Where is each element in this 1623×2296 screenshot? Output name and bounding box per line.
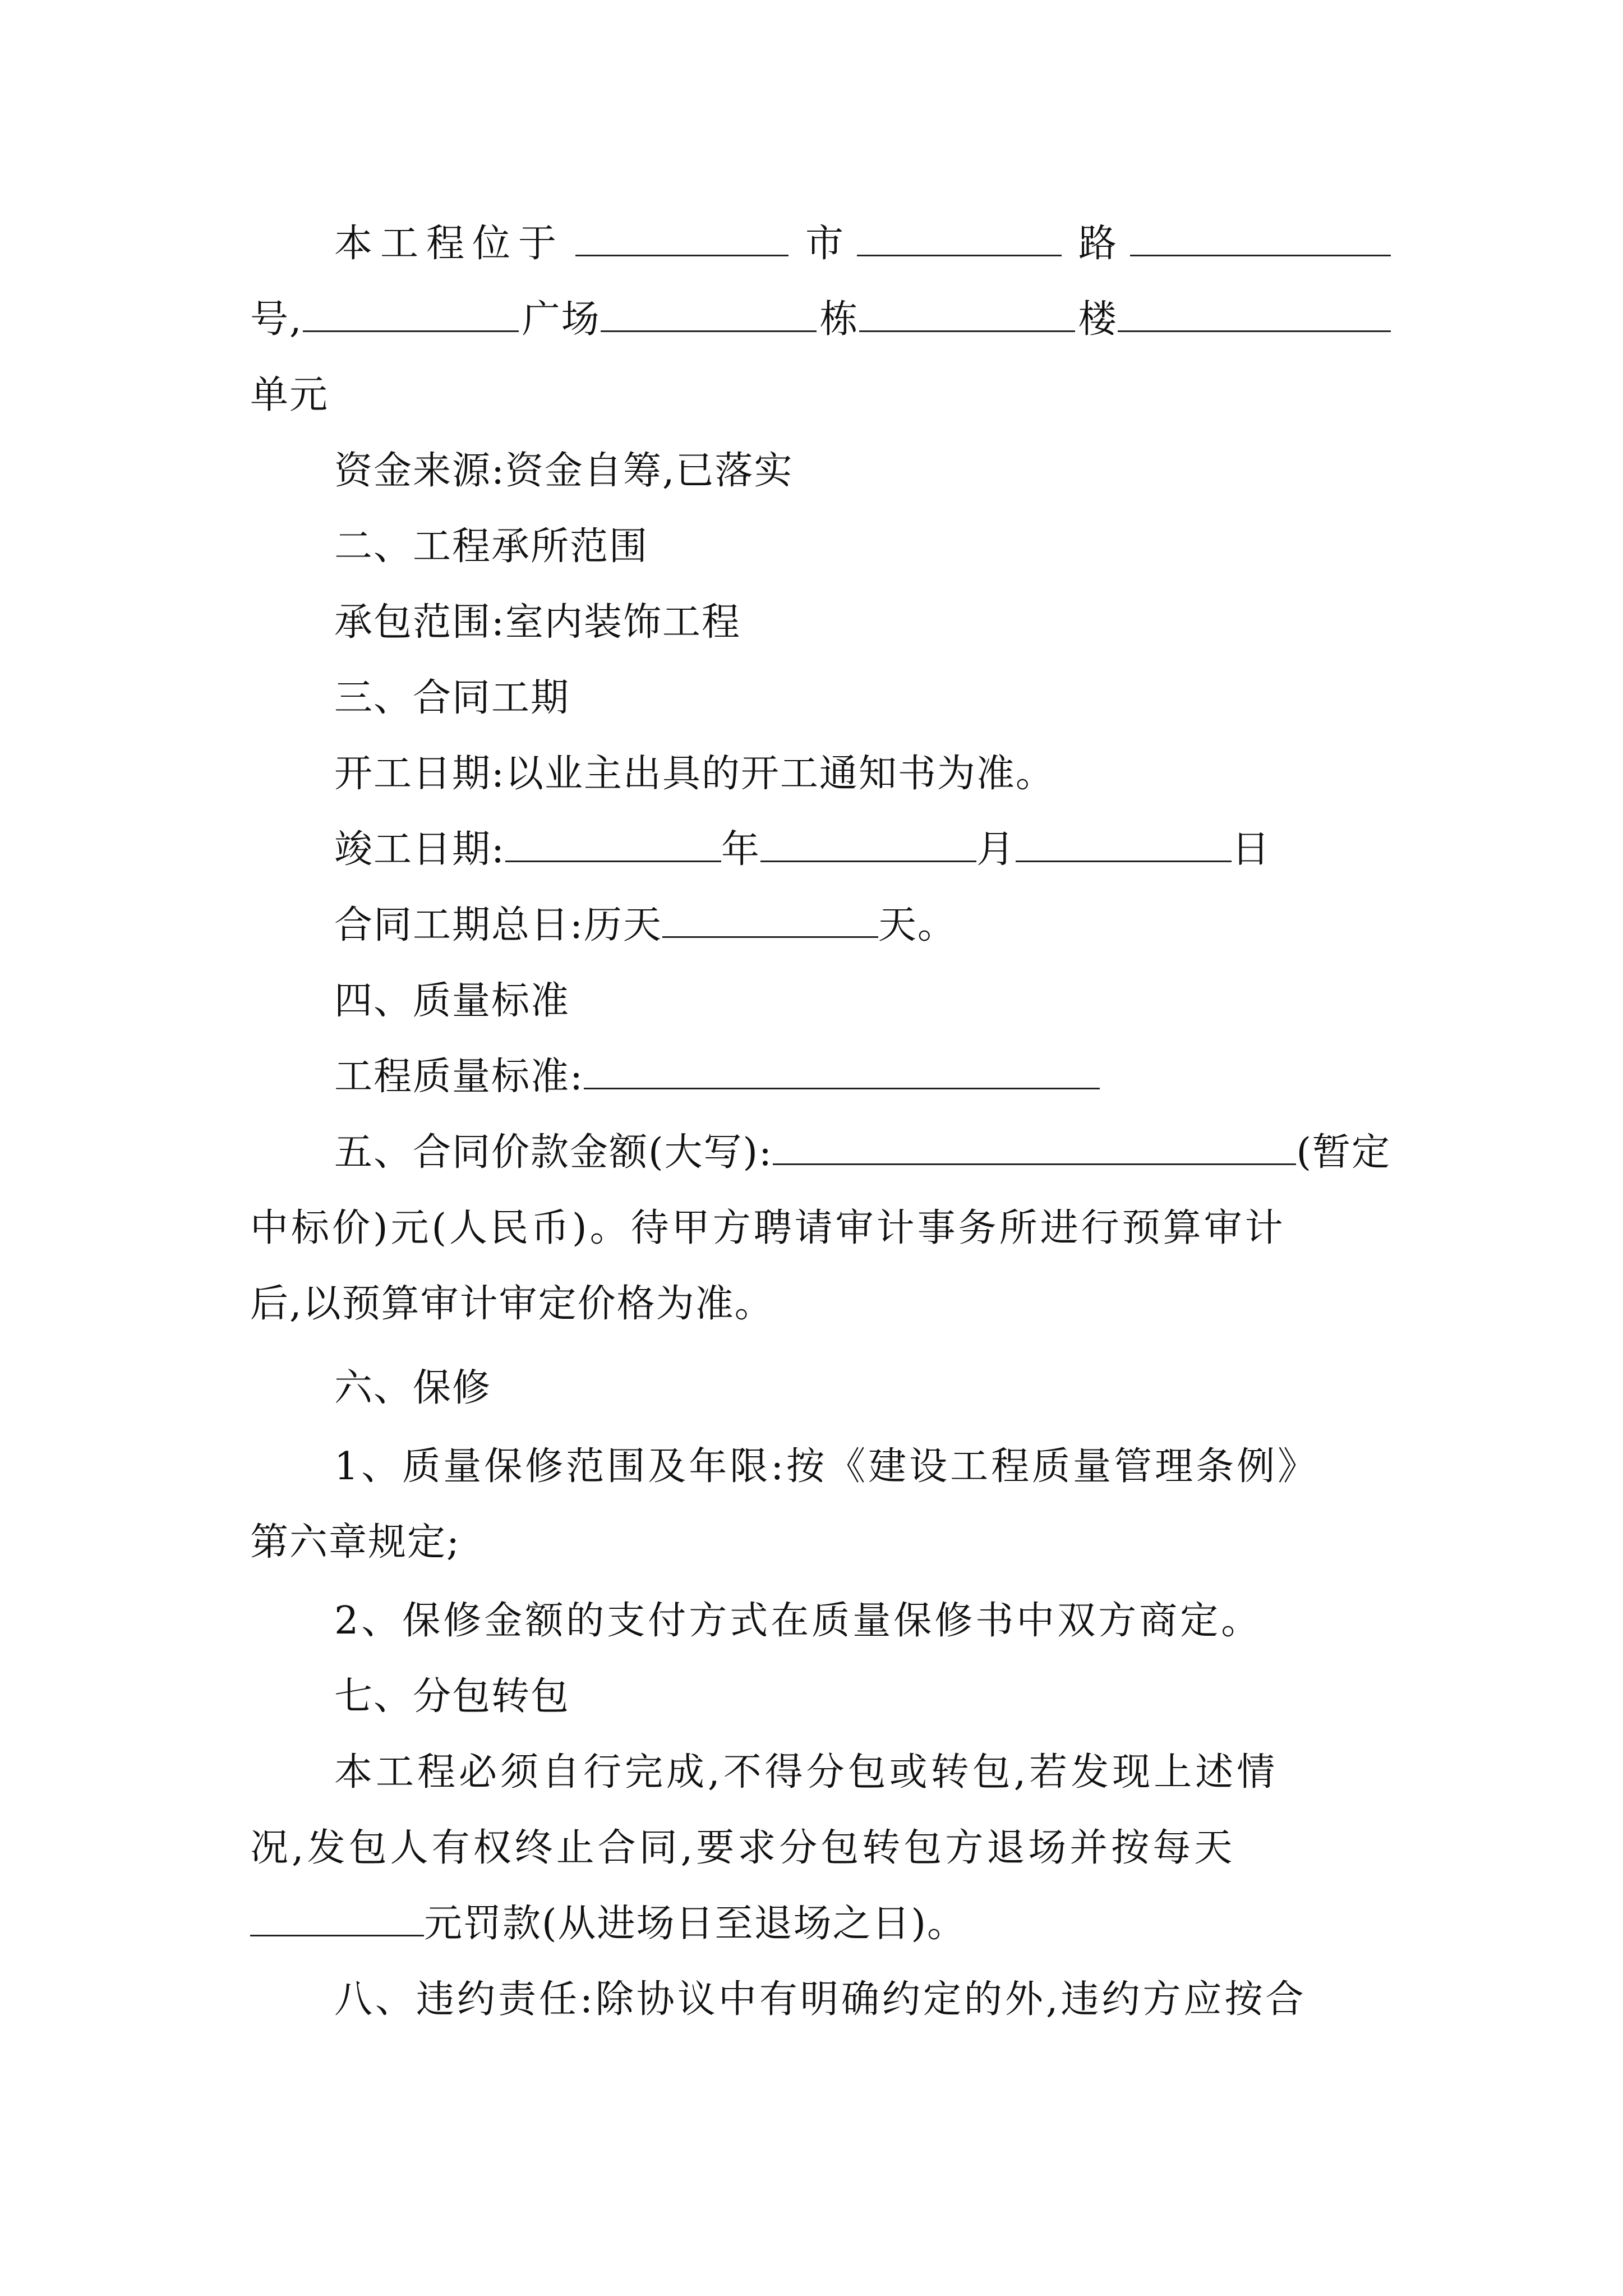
blank-quality-standard — [584, 1053, 1100, 1089]
section-8-line-1-text: 八、违约责任:除协议中有明确约定的外,违约方应按合 — [334, 1977, 1307, 2022]
month-label: 月 — [976, 827, 1016, 872]
location-line-1 — [250, 216, 1391, 272]
blank-penalty — [250, 1900, 424, 1936]
price-label: 五、合同价款金额(大写): — [334, 1130, 773, 1175]
subcontract-line-3-text: 元罚款(从进场日至退场之日)。 — [424, 1902, 967, 1946]
quality-standard-line — [250, 1049, 1391, 1105]
year-label: 年 — [721, 827, 760, 872]
warranty-item-1-line-1 — [250, 1439, 1391, 1495]
price-suffix: (暂定 — [1296, 1130, 1391, 1175]
section-3-title — [250, 670, 1391, 726]
start-date-line — [250, 746, 1391, 802]
warranty-item-2-text: 2、保修金额的支付方式在质量保修书中双方商定。 — [334, 1599, 1262, 1643]
total-duration-line — [250, 898, 1391, 954]
subcontract-line-2-text: 况,发包人有权终止合同,要求分包转包方退场并按每天 — [250, 1826, 1236, 1870]
price-line-3-text: 后,以预算审计审定价格为准。 — [250, 1282, 774, 1326]
location-unit: 单元 — [250, 373, 329, 417]
end-date-label: 竣工日期: — [334, 827, 505, 872]
blank-floor — [859, 296, 1075, 332]
day-label: 日 — [1231, 827, 1271, 872]
location-road: 路 — [1078, 222, 1125, 266]
section-3-title-text: 三、合同工期 — [334, 676, 570, 720]
blank-unit — [1118, 296, 1391, 332]
blank-number — [1130, 220, 1391, 256]
warranty-item-1-text-2: 第六章规定; — [250, 1520, 460, 1565]
warranty-item-1-line-2 — [250, 1515, 1391, 1571]
location-line-2 — [250, 292, 1391, 348]
subcontract-line-2 — [250, 1820, 1391, 1876]
location-city: 市 — [805, 222, 852, 266]
blank-total-days — [662, 901, 878, 938]
total-duration-unit: 天。 — [878, 903, 957, 947]
price-line-2 — [250, 1200, 1391, 1257]
section-4-title-text: 四、质量标准 — [334, 979, 570, 1023]
location-prefix: 本工程位于 — [334, 222, 565, 266]
scope-text: 承包范围:室内装饰工程 — [334, 600, 741, 645]
section-2-title-text: 二、工程承所范围 — [334, 524, 649, 569]
blank-price — [773, 1129, 1296, 1165]
start-date-text: 开工日期:以业主出具的开工通知书为准。 — [334, 752, 1055, 796]
blank-plaza — [303, 296, 519, 332]
blank-building — [601, 296, 817, 332]
price-line-2-text: 中标价)元(人民币)。待甲方聘请审计事务所进行预算审计 — [250, 1206, 1286, 1250]
total-duration-label: 合同工期总日:历天 — [334, 903, 662, 947]
warranty-item-1-text: 1、质量保修范围及年限:按《建设工程质量管理条例》 — [334, 1444, 1319, 1489]
blank-city — [575, 220, 789, 256]
blank-year — [505, 826, 721, 862]
section-7-title-text: 七、分包转包 — [334, 1674, 570, 1719]
location-floor: 楼 — [1078, 297, 1118, 342]
funding-text: 资金来源:资金自筹,已落实 — [334, 449, 794, 493]
subcontract-line-1-text: 本工程必须自行完成,不得分包或转包,若发现上述情 — [334, 1750, 1279, 1795]
quality-standard-label: 工程质量标准: — [334, 1055, 584, 1099]
location-unit-line — [250, 367, 1391, 424]
blank-day — [1016, 826, 1232, 862]
end-date-line — [250, 822, 1391, 878]
price-line-3 — [250, 1276, 1391, 1332]
section-4-title — [250, 973, 1391, 1029]
blank-road — [857, 220, 1062, 256]
price-line-1 — [250, 1125, 1391, 1181]
section-6-title — [250, 1360, 1391, 1416]
subcontract-line-3 — [250, 1896, 1391, 1952]
blank-month — [760, 826, 976, 862]
location-plaza: 广场 — [522, 297, 601, 342]
funding-line — [250, 443, 1391, 499]
section-2-title — [250, 519, 1391, 575]
warranty-item-2-line — [250, 1593, 1391, 1649]
scope-line — [250, 595, 1391, 651]
location-building: 栋 — [819, 297, 859, 342]
subcontract-line-1 — [250, 1745, 1391, 1801]
section-8-line-1 — [250, 1972, 1391, 2028]
location-number: 号, — [250, 297, 303, 342]
section-6-title-text: 六、保修 — [334, 1366, 492, 1410]
section-7-title — [250, 1669, 1391, 1725]
